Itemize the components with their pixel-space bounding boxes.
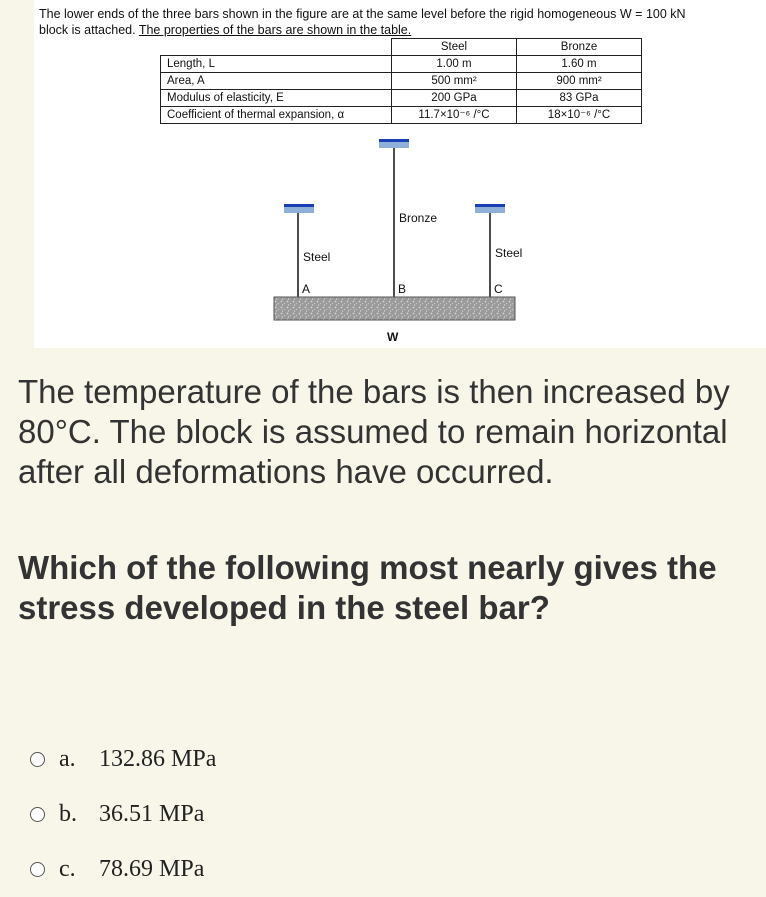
label-point-b: B — [398, 282, 407, 296]
bars-figure — [34, 0, 766, 348]
steel-modulus: 200 GPa — [392, 90, 517, 107]
option-letter: c. — [59, 856, 76, 882]
row-label-alpha: Coefficient of thermal expansion, α — [161, 107, 392, 124]
label-point-c: C — [494, 282, 503, 296]
option-c[interactable] — [30, 842, 216, 897]
option-a[interactable] — [30, 732, 216, 787]
question-prompt: Which of the following most nearly gives the stress developed in the steel bar? — [18, 549, 717, 626]
problem-image — [34, 0, 766, 348]
answer-options — [30, 732, 216, 897]
support-middle — [379, 139, 409, 148]
bronze-modulus: 83 GPa — [517, 90, 642, 107]
option-text: 132.86 MPa — [99, 746, 217, 772]
support-right — [475, 204, 505, 213]
radio-button[interactable] — [30, 752, 45, 767]
option-text: 78.69 MPa — [99, 856, 205, 882]
label-point-a: A — [302, 282, 311, 296]
question-text: The temperature of the bars is then increased by 80°C. The block is assumed to remain horizontal after all deformations have occurred. — [18, 373, 730, 490]
support-left — [284, 204, 314, 213]
label-right-bar: Steel — [495, 246, 523, 260]
row-label-length: Length, L — [161, 56, 392, 73]
option-text: 36.51 MPa — [99, 801, 205, 827]
intro-line-2b: The properties of the bars are shown in the table. — [138, 23, 412, 37]
option-b[interactable] — [30, 787, 216, 842]
steel-length: 1.00 m — [392, 56, 517, 73]
steel-alpha: 11.7×10⁻⁶ /°C — [392, 107, 517, 124]
label-left-bar: Steel — [303, 250, 331, 264]
row-label-area: Area, A — [161, 73, 392, 90]
bronze-length: 1.60 m — [517, 56, 642, 73]
option-letter: a. — [59, 746, 76, 772]
label-middle-bar: Bronze — [399, 211, 438, 225]
bronze-area: 900 mm² — [517, 73, 642, 90]
table-header-steel: Steel — [392, 39, 517, 56]
rigid-block — [274, 297, 515, 320]
intro-line-1: The lower ends of the three bars shown in the figure are at the same level before the rigid homogeneous W = 100 kN — [39, 7, 686, 21]
intro-line-2a: block is attached. — [39, 23, 139, 37]
option-letter: b. — [59, 801, 77, 827]
radio-button[interactable] — [30, 807, 45, 822]
radio-button[interactable] — [30, 862, 45, 877]
steel-area: 500 mm² — [392, 73, 517, 90]
row-label-modulus: Modulus of elasticity, E — [161, 90, 392, 107]
label-weight: W — [387, 330, 399, 344]
table-header-bronze: Bronze — [517, 39, 642, 56]
bronze-alpha: 18×10⁻⁶ /°C — [517, 107, 642, 124]
